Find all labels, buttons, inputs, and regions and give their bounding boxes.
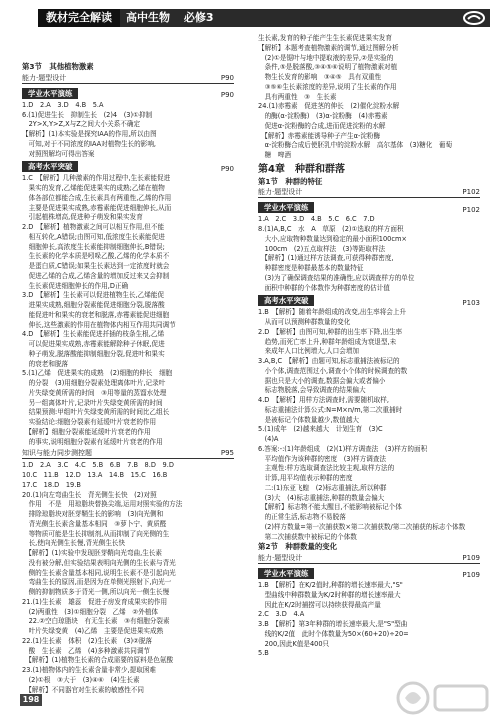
text-line: 【解析】不同器官对生长素的敏感性不同	[22, 685, 144, 694]
practice-banner-row	[258, 566, 480, 581]
text-line: 等物质可能是生长抑制剂,从而抑制了向光侧的生	[22, 529, 170, 538]
text-line: 20.(1)向左弯曲生长 背光侧生长快 (2)对照	[22, 490, 157, 499]
header-subject-info	[126, 9, 224, 27]
text-line: 4.D 【解析】生长素能促进扦插的枝条生根,乙烯	[22, 330, 165, 339]
text-line: 实验结论:细胞分裂素有延缓叶片衰老的作用	[22, 418, 157, 426]
text-line: 5.(1)成年 (2)越来越大 计划生育 (3)C	[258, 425, 383, 434]
page-ref: P90	[220, 164, 234, 173]
practice-banner-row	[22, 86, 234, 101]
text-line: 4.D 【解析】用样方法调查时,需要随机取样,	[258, 396, 389, 404]
text-line: 是蛋白质,C错误;如果生长素达到一定浓度时就会	[22, 262, 170, 270]
text-line: 的衰老和脱落	[22, 359, 69, 368]
text-line: 能促进叶和果实的衰老和脱落,赤霉素能促进细胞	[22, 310, 170, 319]
text-line: 第二次捕获数中被标记的个体数	[258, 532, 357, 541]
text-line: 因此在K/2时捕捞可以持续获得最高产量	[258, 600, 381, 609]
text-line: 果实的发育,乙烯能促进果实的成熟;乙烯在植物	[22, 184, 165, 192]
text-line: 主要是促进果实成熟,赤霉素能促进细胞伸长,从而	[22, 203, 172, 212]
chapter-title: 第4章 种群和群落	[258, 163, 345, 175]
text-line: 长,使向光侧生长慢,背光侧生长快	[22, 539, 126, 548]
text-line: 1.A 2.C 3.D 4.B 5.C 6.C 7.D	[258, 215, 375, 224]
text-line: 可以促进果实成熟,赤霉素能解除种子休眠,促进	[22, 340, 165, 348]
text-line: 种子萌发,脱落酸能抑制细胞分裂,促进叶和果实	[22, 349, 165, 358]
text-line: 是被标记个体数量越少,数值越大	[258, 415, 360, 424]
text-line: 进果实成熟,细胞分裂素能促进细胞分裂,脱落酸	[22, 301, 165, 309]
text-line: 弯曲生长的原因,而是因为在单侧光照射下,向光一	[22, 578, 172, 587]
text-line: 促进α-淀粉酶的合成,进而促进淀粉的水解	[258, 121, 386, 130]
subsection-label: 能力·题型设计	[22, 73, 67, 82]
text-line: 条件,⑤是脱落酸,③④⑤⑥说明了植物激素对植	[258, 63, 398, 72]
page-ref: P95	[220, 449, 234, 458]
text-line: 6.(1)促进生长 抑制生长 (2)4 (3)①抑制	[22, 110, 153, 119]
text-line: 相互转化,A错误;由图可知,低浓度生长素能促进	[22, 232, 165, 241]
text-line: 片失绿变黄所需的时间 ③用等量的蒸馏水处理	[22, 388, 167, 397]
text-line: (2)①是锯叶与地中提取液的差异,②是实验的	[258, 53, 394, 62]
text-line: 1.C 【解析】几种激素的作用过程中,生长素能促进	[22, 174, 171, 183]
text-line: 侧的抑制物质多于背光一侧,所以向光一侧生长慢	[22, 588, 170, 596]
section-title: 第1节 种群的特征	[258, 176, 323, 186]
text-line: 的酶(α-淀粉酶) (3)α-淀粉酶 (4)赤霉素	[258, 112, 388, 120]
page-ref: P90	[220, 91, 234, 99]
text-line: 3.B 【解析】第3年种群的增长速率最大,是"S"型曲	[258, 620, 408, 628]
text-line: 2Y>X,Y>Z,X与Z之间大小关系不确定	[22, 120, 141, 129]
text-line: 物生长发育的影响 ③④⑤ 具有双重性	[258, 73, 382, 81]
practice-banner: 学业水平演练	[258, 568, 314, 579]
practice-banner: 高考水平突破	[22, 161, 78, 172]
text-line: 6.答案:-:(1)年龄组成 (2)(1)样方调查法 (3)样方的面积	[258, 444, 428, 453]
book-label: 必修3	[183, 11, 214, 24]
subsection-row	[258, 187, 480, 198]
page-ref: P90	[220, 73, 234, 82]
subsection-label: 知识与能力同步测控题	[22, 449, 92, 458]
text-line: 2.D 【解析】植物激素之间可以相互作用,但不能	[22, 223, 165, 231]
text-line: 【解析】(1)通过样方法调查,可获得种群密度,	[258, 254, 394, 263]
text-line: 体各部位都能合成,生长素具有两重性,乙烯的作用	[22, 193, 172, 202]
text-line: 10.C 11.B 12.D 13.A 14.B 15.C 16.B	[22, 471, 168, 479]
text-line: 可知,对于不同浓度的IAA对植物生长的影响,	[22, 139, 157, 148]
text-line: 作用 不是 用琼脂块替换尖端,运用对照实验的方法	[22, 500, 183, 509]
text-line: 生长素,发育的种子能产生生长素促进果实发育	[258, 34, 392, 42]
text-line: 17.C 18.D 19.B	[22, 480, 81, 489]
text-line: 的事实,说明细胞分裂素有延缓叶片衰老的作用	[22, 437, 163, 446]
text-line: 3.D 【解析】生长素可以促进植物生长,乙烯能促	[22, 291, 165, 300]
text-line: 细胞伸长,高浓度生长素能抑制细胞伸长,B错误;	[22, 242, 165, 251]
text-line: 23.(1)植物体内的生长素含量非常少,提取困难	[22, 666, 157, 674]
text-line: 从而可以预测种群数量的变化	[258, 318, 351, 326]
text-line: 标志重捕法计算公式:N=M×n/m,第二次重捕时	[258, 405, 403, 414]
text-line: 排除琼脂块对胚芽鞘生长的影响 (3)向光侧和	[22, 510, 164, 518]
right-column	[258, 34, 480, 659]
page-ref: P102	[462, 205, 480, 214]
text-line: 24.(1)赤霉素 促进茎的伸长 (2)催化淀粉水解	[258, 102, 400, 111]
text-line: 来成年人口比例增大,人口会增加	[258, 347, 360, 356]
text-line: (2)①根 ③大于 (3)④⑥ (4)生长素	[22, 675, 140, 684]
text-line: 没有被分解,但实验结果表明向光侧的生长素与背光	[22, 558, 176, 567]
page-ref: P103	[462, 298, 480, 307]
text-line: 5.B	[258, 649, 269, 658]
page-number: 198	[20, 694, 42, 706]
text-line: 引起植株增高,促进种子萌发和果实发育	[22, 213, 143, 222]
text-line: 平均值作为该种群的密度 (3)样方调查法	[258, 454, 387, 463]
text-line: 2.D 【解析】由图可知,种群的出生率下降,出生率	[258, 327, 403, 336]
text-line: 伸长,这些激素的作用在植物体内相互作用共同调节	[22, 320, 176, 329]
text-line: ③⑤⑥生长素浓度的差异,说明了生长素的作用	[258, 82, 397, 91]
text-line: 对照图解均可得出答案	[22, 149, 95, 158]
page-ref: P109	[462, 554, 480, 562]
text-line: 100cm (2)五点取样法 (3)等距取样法	[258, 244, 386, 253]
text-line: 【解析】(1)本实验是探究IAA的作用,所以由图	[22, 130, 157, 138]
publisher-logo-icon	[462, 10, 486, 26]
text-line: 计算,用平均值表示种群的密度	[258, 474, 353, 482]
subsection-label: 能力·题型设计	[258, 188, 303, 197]
practice-banner: 学业水平演练	[258, 202, 314, 213]
text-line: 8.(1)A,B,C 水 A 草原 (2)①选取的样方面积	[258, 225, 404, 233]
text-line: 叶片失绿变黄 (4)乙烯 主要是促进果实成熟	[22, 627, 164, 635]
section-title: 第3节 其他植物激素	[22, 62, 94, 71]
text-line: 【解析】细胞分裂素能延缓叶片衰老的作用	[22, 427, 151, 436]
text-line: 22.②空白琼脂块 有无生长素 ③有细胞分裂素	[22, 617, 170, 626]
text-line: 种群密度是种群最基本的数量特征	[258, 264, 364, 272]
text-line: 2.C 3.D 4.A	[258, 610, 305, 619]
text-line: 糖 啤酒	[258, 151, 291, 159]
page-header	[0, 0, 500, 34]
practice-banner: 高考水平突破	[258, 295, 314, 306]
practice-banner-row	[258, 293, 480, 308]
text-line: 面积中种群的个体数作为种群密度的估计值	[258, 283, 390, 292]
series-title: 教材完全解读	[38, 9, 120, 27]
subsection-row	[22, 73, 234, 84]
text-line: 【解析】标志物不能太醒目,不能影响被标记个体	[258, 503, 402, 512]
text-line: 趋势,而死亡率上升,种群年龄组成为衰退型,未	[258, 337, 397, 346]
section-title: 第2节 种群数量的变化	[258, 542, 338, 552]
text-line: 1.D 2.A 3.D 4.B 5.A	[22, 100, 104, 109]
text-line: 结果预测:甲组叶片失绿变黄所需的时间比乙组长	[22, 408, 170, 417]
practice-banner-row	[22, 159, 234, 174]
page-ref: P109	[462, 571, 480, 580]
text-line: (2)两重性 (3)①细胞分裂 乙烯 ②外植体	[22, 607, 159, 616]
text-line: 背光侧生长素含量基本相同 ③萝卜宁、黄质醛	[22, 519, 167, 528]
text-line: 1.B 【解析】在K/2值时,种群的增长速率最大,"S"	[258, 581, 403, 589]
subsection-row	[258, 553, 480, 564]
text-line: 生长素促进细胞伸长的作用,D正确	[22, 281, 129, 290]
text-line: 生长素的化学本质是吲哚乙酸,乙烯的化学本质不	[22, 252, 170, 261]
text-line: (3)为了确保调查结果的准确性,应以调查样方的单位	[258, 273, 415, 282]
text-line: 1.B 【解析】随着年龄组成的改变,出生率将会上升	[258, 308, 407, 317]
text-line: 【解析】(1)实验中发现胚芽鞘向光弯曲,生长素	[22, 549, 163, 557]
text-line: (4)A	[258, 435, 279, 443]
practice-banner: 学业水平演练	[22, 88, 78, 99]
watermark-logo-icon	[395, 676, 495, 720]
text-line: 的正常生活,标志物不易脱落	[258, 513, 346, 521]
subject-label: 高中生物	[126, 11, 170, 24]
text-line: (2)样方数量=第一次捕获数×第二次捕获数/第二次捕获的标志个体数	[258, 522, 466, 531]
text-line: 小个体,调查范围过小,调查小个体的时候调查的数	[258, 366, 408, 375]
text-line: 【解析】赤霉素能诱导种子产生α-淀粉酶	[258, 131, 381, 140]
text-line: 大小,应取物种数量达到稳定的最小面积100cm×	[258, 234, 407, 243]
text-line: 标志物脱落,会导致调查的结果偏大	[258, 386, 366, 395]
page-ref: P102	[462, 188, 480, 197]
text-line: α-淀粉酶合成后使胚乳中的淀粉水解 高尔基体 (3)糖化 葡萄	[258, 141, 453, 150]
text-line: 型曲线中种群数量为K/2时种群的增长速率最大	[258, 590, 401, 599]
practice-banner-row	[258, 200, 480, 215]
text-line: 促进乙烯的合成,乙烯含量的增加反过来又会抑制	[22, 271, 170, 280]
text-line: 二:(1)东亚飞蝗 (2)标志重捕法,所以种群	[258, 483, 387, 492]
text-line: (3)大 (4)标志重捕法,种群的数量会偏大	[258, 493, 385, 502]
subsection-label: 能力·题型设计	[258, 554, 303, 562]
text-line: 【解析】本题考查植物激素的调节,通过图解分析	[258, 43, 399, 52]
text-line: 具有两重性 ③ 生长素	[258, 92, 337, 101]
text-line: 21.(1)生长素 雄蕊 促进子房发育成果实的作用	[22, 597, 168, 606]
text-line: 据也只是大小的调查,数据会偏大或者偏小	[258, 376, 386, 385]
text-line: 酸 生长素 乙烯 (4)多种激素共同调节	[22, 646, 151, 655]
text-line: 5.(1)乙烯 促进果实的成熟 (2)细胞的伸长 细胞	[22, 369, 173, 378]
text-line: 200,因此K值是400只	[258, 639, 330, 648]
left-column	[22, 62, 234, 695]
text-line: 线的K/2值 此时个体数量为50×(60+20)÷20=	[258, 629, 409, 638]
subsection-row	[22, 448, 234, 459]
text-line: 1.D 2.A 3.C 4.C 5.B 6.B 7.B 8.D 9.D	[22, 461, 174, 470]
text-line: 另一组离体叶片,记录叶片失绿变黄所需的时间	[22, 398, 163, 407]
text-line: 22.(1)生长素 体积 (2)生长素 (3)②脱落	[22, 636, 153, 645]
text-line: 【解析】(1)植物生长素的合成需要的原料是色氨酸	[22, 656, 174, 665]
text-line: 的分裂 (3)用细胞分裂素处理离体叶片,记录叶	[22, 379, 166, 387]
text-line: 主观性:样方选取调查法比较主观,取样方法的	[258, 464, 395, 473]
text-line: 侧的生长素含量基本相同,说明生长素不是引起向光	[22, 568, 176, 577]
text-line: 3.A,B,C 【解析】由题可知,标志重捕法被标记的	[258, 357, 400, 365]
